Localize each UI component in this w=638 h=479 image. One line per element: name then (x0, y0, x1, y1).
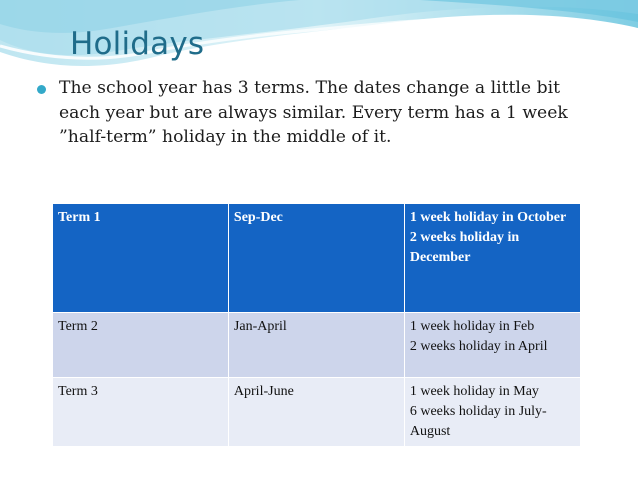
holidays-cell (404, 313, 580, 378)
months-cell: Sep-Dec (228, 204, 404, 313)
term-cell: Term 3 (53, 378, 229, 447)
terms-table (52, 203, 581, 447)
table-row (53, 378, 581, 447)
bullet-item (35, 76, 605, 150)
holiday-line: 1 week holiday in October (409, 210, 567, 225)
holiday-line: 1 week holiday in May (409, 384, 539, 399)
table-row (53, 313, 581, 378)
holiday-line: 6 weeks holiday in July-August (409, 404, 547, 439)
holidays-cell (404, 378, 580, 447)
table-row (53, 204, 581, 313)
bullet-dot-icon (37, 85, 46, 94)
holiday-line: 2 weeks holiday in April (409, 339, 548, 354)
slide-title: Holidays (70, 26, 205, 62)
term-cell: Term 1 (53, 204, 229, 313)
months-cell: April-June (228, 378, 404, 447)
holiday-line: 1 week holiday in Feb (409, 319, 535, 334)
holidays-cell (404, 204, 580, 313)
term-cell: Term 2 (53, 313, 229, 378)
bullet-text: The school year has 3 terms. The dates change a little bit each year but are always similar. Every term has a 1 week ”half-term” holiday in the middle of it. (59, 78, 568, 147)
months-cell: Jan-April (228, 313, 404, 378)
holiday-line: 2 weeks holiday in December (409, 230, 520, 265)
